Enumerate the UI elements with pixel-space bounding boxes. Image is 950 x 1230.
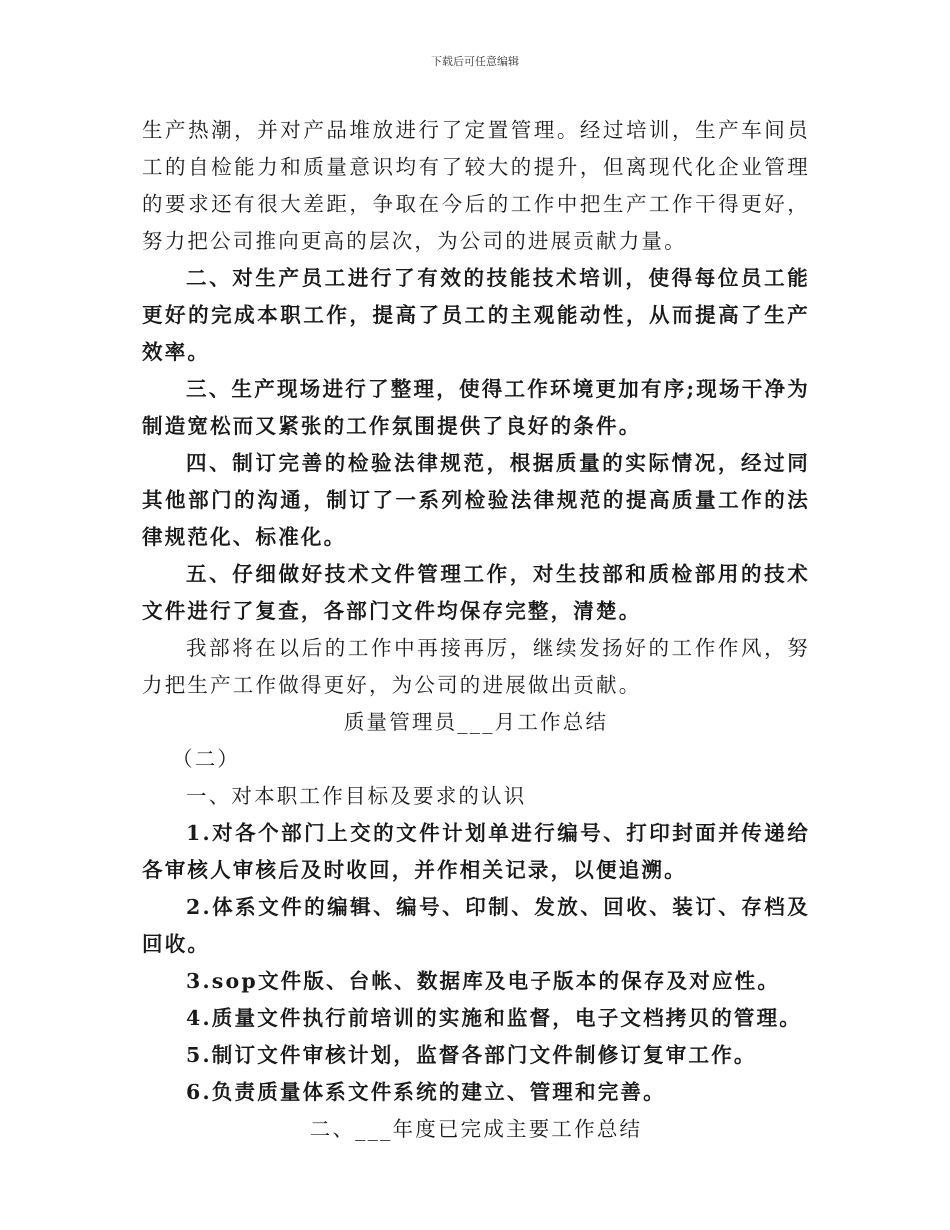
list-item-6: 6.负责质量体系文件系统的建立、管理和完善。 [186,1080,666,1104]
heading-annual-summary: 二、___年度已完成主要工作总结 [309,1117,643,1141]
section-title: 质量管理员___月工作总结 [343,710,609,734]
paragraph-production-summary: 生产热潮，并对产品堆放进行了定置管理。经过培训，生产车间员工的自检能力和质量意识均有了较大的提升，但离现代化企业管理的要求还有很大差距，争取在今后的工作中把生产工作干得更好，努力把公司推向更高的层次，为公司的进展贡献力量。 [142,118,810,253]
paragraph-item-two: 二、对生产员工进行了有效的技能技术培训，使得每位员工能更好的完成本职工作，提高了员工的主观能动性，从而提高了生产效率。 [142,266,810,364]
paragraph-item-three: 三、生产现场进行了整理，使得工作环境更加有序;现场干净为制造宽松而又紧张的工作氛围提供了良好的条件。 [142,377,810,438]
heading-goals: 一、对本职工作目标及要求的认识 [186,784,527,808]
page-header: 下载后可任意编辑 [431,55,519,68]
list-item-5: 5.制订文件审核计划，监督各部门文件制修订复审工作。 [186,1043,757,1067]
list-item-2: 2.体系文件的编辑、编号、印制、发放、回收、装订、存档及回收。 [142,895,810,956]
paragraph-item-five: 五、仔细做好技术文件管理工作，对生技部和质检部用的技术文件进行了复查，各部门文件均保存完整，清楚。 [142,562,810,623]
list-item-3: 3.sop文件版、台帐、数据库及电子版本的保存及对应性。 [186,969,781,993]
paragraph-item-four: 四、制订完善的检验法律规范，根据质量的实际情况，经过同其他部门的沟通，制订了一系列检验法律规范的提高质量工作的法律规范化、标准化。 [142,451,810,549]
document-body [142,112,810,1148]
list-item-4: 4.质量文件执行前培训的实施和监督，电子文档拷贝的管理。 [186,1006,802,1030]
paragraph-closing: 我部将在以后的工作中再接再厉，继续发扬好的工作作风，努力把生产工作做得更好，为公司的进展做出贡献。 [142,636,810,697]
list-item-1: 1.对各个部门上交的文件计划单进行编号、打印封面并传递给各审核人审核后及时收回，并作相关记录，以便追溯。 [142,821,810,882]
section-subtitle: （二） [172,747,241,771]
